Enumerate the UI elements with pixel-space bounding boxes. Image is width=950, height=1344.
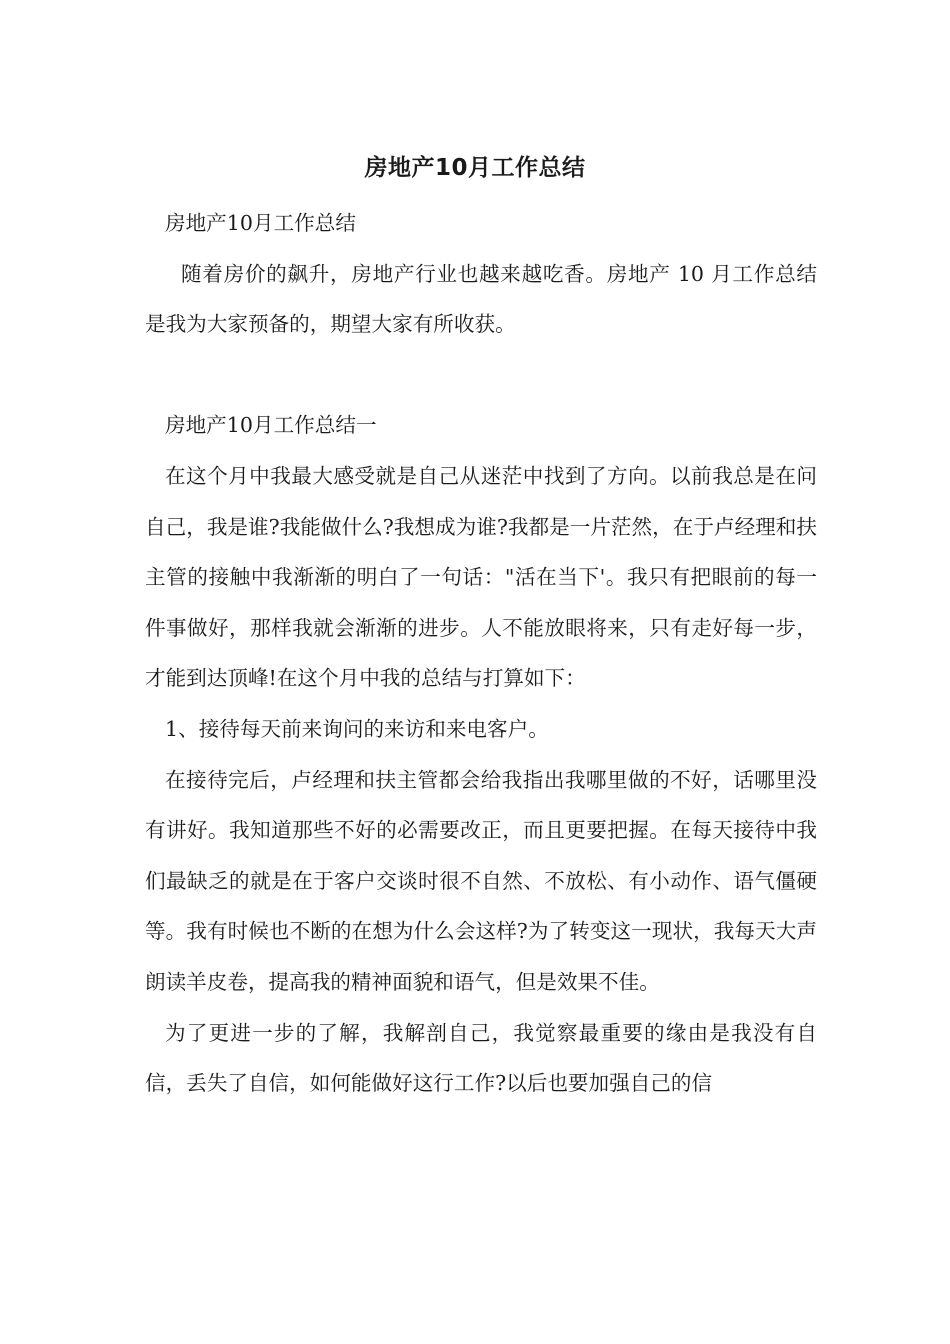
paragraph-intro: 随着房价的飙升，房地产行业也越来越吃香。房地产 10 月工作总结是我为大家预备的，期望大家有所收获。 — [145, 261, 817, 337]
document-body — [145, 198, 817, 1109]
document-title: 房地产10月工作总结 — [364, 155, 586, 181]
document-page — [145, 0, 817, 1344]
blank-line — [145, 350, 817, 401]
paragraph-direction: 在这个月中我最大感受就是自己从迷茫中找到了方向。以前我总是在问自己，我是谁?我能做什么?我想成为谁?我都是一片茫然，在于卢经理和扶主管的接触中我渐渐的明白了一句话："活在当下'。我只有把眼前的每一件事做好，那样我就会渐渐的进步。人不能放眼将来，只有走好每一步，才能到达顶峰!在这个月中我的总结与打算如下： — [145, 463, 817, 691]
subheading-part-one: 房地产10月工作总结一 — [165, 413, 377, 438]
subheading-intro: 房地产10月工作总结 — [165, 211, 356, 235]
paragraph-reception: 在接待完后，卢经理和扶主管都会给我指出我哪里做的不好，话哪里没有讲好。我知道那些不好的必需要改正，而且更要把握。在每天接待中我们最缺乏的就是在于客户交谈时很不自然、不放松、有小动作、语气僵硬等。我有时候也不断的在想为什么会这样?为了转变这一现状，我每天大声朗读羊皮卷，提高我的精神面貌和语气，但是效果不佳。 — [145, 767, 817, 994]
paragraph-confidence: 为了更进一步的了解，我解剖自己，我觉察最重要的缘由是我没有自信，丢失了自信，如何能做好这行工作?以后也要加强自己的信 — [145, 1020, 817, 1096]
list-item-1: 1、接待每天前来询问的来访和来电客户。 — [165, 716, 549, 741]
